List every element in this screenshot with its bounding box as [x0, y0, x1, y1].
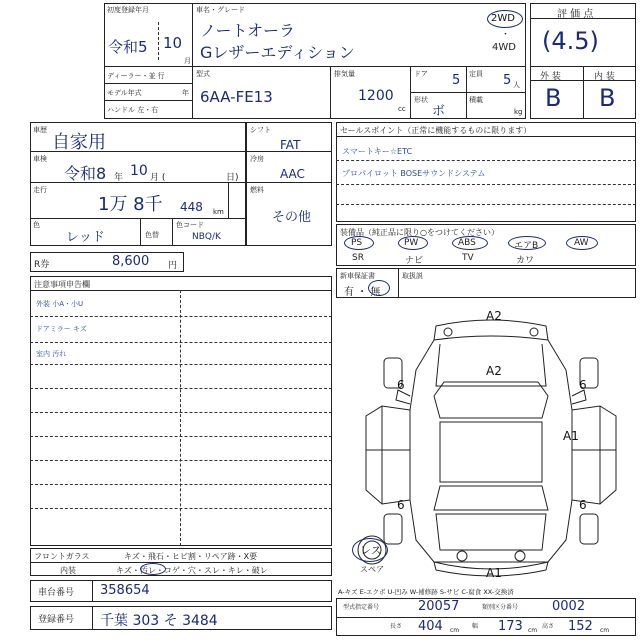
mileage-main: 1万 8千 [98, 194, 163, 215]
width: 173 [498, 619, 523, 634]
equip-ps: PS [351, 238, 363, 248]
color-change-label: 色替 [145, 231, 159, 239]
dealer-label: ディーラー・並 行 [107, 72, 165, 80]
drive-2wd: 2WD [491, 13, 515, 24]
model-code: 6AA-FE13 [200, 88, 273, 106]
mark-front-right-wheel: 6 [579, 378, 587, 392]
fuel: その他 [272, 210, 312, 225]
equip-tv: TV [462, 253, 474, 263]
notes-label: 注意事項申告欄 [34, 280, 90, 289]
windshield-label: フロントガラス [34, 552, 90, 561]
inspection-label: 車検 [33, 155, 47, 163]
cc-unit: cc [398, 105, 406, 113]
equip-abs: ABS [458, 238, 476, 248]
warranty-none-circle [368, 280, 390, 296]
type-label: 型式 [196, 70, 210, 78]
interior-dirt-circle [140, 563, 166, 575]
class-num: 0002 [552, 599, 586, 614]
equip-pw: PW [404, 238, 419, 248]
inspection-day-unit: 日) [226, 173, 239, 183]
drive-4wd: 4WD [492, 42, 516, 53]
car-name-label: 車名・グレード [196, 6, 245, 14]
equip-leather: カワ [516, 256, 535, 266]
chassis-value: 358654 [100, 583, 150, 598]
length: 404 [418, 619, 443, 634]
mileage-sub: 448 [180, 200, 203, 214]
year-unit: 年 [182, 89, 189, 97]
color-label: 色 [33, 221, 40, 229]
equip-navi: ナビ [405, 256, 424, 266]
recycle-label: R券 [34, 260, 50, 270]
first-reg-label: 初度登録年月 [107, 6, 149, 14]
first-reg-month: 10 [163, 34, 183, 52]
mark-right-door: A1 [563, 429, 579, 443]
mark-hood: A2 [486, 364, 502, 378]
color-code-label: 色コード [176, 221, 204, 229]
model-year-label: モデル年式 [107, 89, 142, 97]
length-label: 長さ [390, 623, 403, 630]
height: 152 [568, 619, 593, 634]
exterior-label: 外 装 [540, 72, 561, 82]
inspection-month: 10 [130, 163, 148, 179]
chassis-box [30, 580, 332, 602]
inspection-month-unit: 月 ( [150, 173, 166, 183]
width-label: 幅 [472, 623, 479, 630]
width-unit: cm [528, 627, 538, 634]
load-label: 積載 [469, 96, 483, 104]
height-label: 高さ [542, 623, 555, 630]
recycle-value: 8,600 [112, 254, 150, 269]
damage-legend: A-キズ E-エクボ U-凹み W-補修跡 S-サビ C-腐食 XX-交換済 [338, 588, 514, 596]
door-label: ドア [414, 70, 428, 78]
interior-options: キズ・汚レ・コゲ・穴・スレ・キレ・破レ [116, 566, 268, 575]
equip-sr: SR [352, 253, 364, 263]
category-label: 車歴 [33, 126, 47, 134]
color: レッド [66, 230, 105, 245]
windshield-options: キズ・飛石・ヒビ割・リペア跡・X要 [124, 552, 258, 561]
shape: ボ [432, 104, 446, 119]
registration-label: 登録番号 [38, 615, 75, 625]
shape-label: 形状 [414, 96, 428, 104]
note-3: 室内 汚れ [36, 350, 67, 358]
recycle-box [30, 252, 184, 272]
color-code: NBQ/K [192, 232, 221, 242]
interior-cond-label: 内装 [60, 566, 76, 575]
note-1: 外装 小A・小U [36, 300, 84, 308]
spare-label: スペア [360, 565, 384, 574]
interior-label: 内 装 [594, 72, 615, 82]
doors: 5 [452, 73, 461, 88]
first-reg-era: 令和5 [108, 38, 148, 56]
records-label: 取扱説 [402, 272, 423, 280]
fuel-label: 燃料 [250, 186, 264, 194]
mark-front-bumper: A2 [486, 309, 502, 323]
rating-score: (4.5) [542, 27, 599, 55]
registration-value: 千葉 303 そ 3484 [100, 613, 218, 629]
mark-front-left-wheel: 6 [397, 378, 405, 392]
mileage-label: 走行 [33, 186, 47, 194]
capacity-label: 定員 [469, 70, 483, 78]
shift: FAT [280, 138, 301, 152]
shift-label: シフト [250, 126, 271, 134]
car-name: ノートオーラ [200, 21, 296, 40]
equip-aw: AW [574, 238, 589, 248]
exterior-grade: B [545, 84, 562, 112]
displacement: 1200 [358, 88, 394, 104]
grade: Gレザーエディション [200, 43, 355, 62]
mark-rear-right-wheel: 6 [579, 498, 587, 512]
spare-tire-note: レス [360, 544, 382, 557]
km-unit: km [213, 208, 224, 216]
type-num: 20057 [418, 599, 460, 614]
handle-label: ハンドル 左・右 [107, 106, 159, 114]
inspection-year-unit: 年 [114, 173, 124, 183]
month-unit: 月 [184, 57, 191, 65]
capacity: 5 [503, 73, 512, 88]
type-num-label: 型式指定番号 [343, 604, 380, 611]
class-num-label: 類別区分番号 [482, 604, 519, 611]
inspection-era: 令和8 [64, 164, 107, 183]
sales-points-label: セールスポイント（正常に機能するものに限ります） [340, 126, 532, 135]
height-unit: cm [600, 627, 610, 634]
sales-point-2: プロパイロット BOSEサウンドシステム [342, 169, 486, 178]
category: 自家用 [52, 132, 106, 153]
drive-dot: ・ [501, 30, 511, 40]
length-unit: cm [450, 627, 460, 634]
note-2: ドアミラー キズ [36, 325, 87, 333]
mark-rear-left-wheel: 6 [397, 498, 405, 512]
mark-rear-bumper: A1 [486, 566, 502, 580]
displacement-label: 排気量 [334, 70, 355, 78]
warranty-value: 有 ・ 無 [344, 287, 381, 298]
equipment-label: 装備品（純正品に限り○をつけてください） [340, 228, 499, 237]
sales-point-1: スマートキー☆ETC [342, 147, 413, 156]
warranty-label: 新車保証書 [340, 272, 375, 280]
ac: AAC [280, 167, 305, 181]
capacity-unit: 人 [513, 81, 520, 89]
ac-label: 冷房 [250, 155, 264, 163]
recycle-unit: 円 [168, 261, 178, 271]
rating-label: 評 価 点 [557, 9, 594, 20]
kg-unit: kg [514, 108, 523, 116]
chassis-label: 車台番号 [38, 588, 75, 598]
equip-airbag: エアB [514, 241, 539, 251]
interior-grade: B [599, 84, 616, 112]
